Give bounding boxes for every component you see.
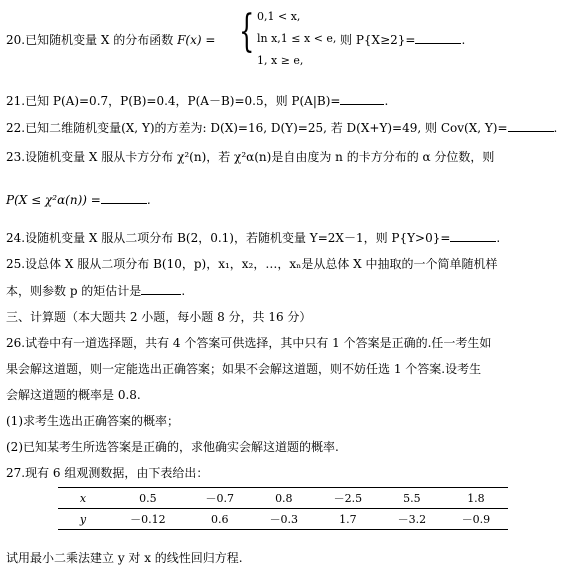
question-26-line-2: 果会解这道题，则一定能选出正确答案；如果不会解这道题，则不妨任选 1 个答案.设考生 [6, 362, 482, 376]
q23-answer-blank[interactable] [101, 192, 147, 204]
q25-end: . [181, 284, 186, 298]
q20-tail: 则 P{X≥2}= [340, 33, 416, 47]
table-cell: 0.8 [252, 488, 316, 509]
q23-text: 23.设随机变量 X 服从卡方分布 χ²(n)，若 χ²α(n)是自由度为 n 的卡方分布的 α 分位数，则 [6, 150, 495, 164]
table-cell: 5.5 [380, 488, 444, 509]
table-row-x [58, 488, 508, 509]
question-20 [6, 8, 563, 68]
question-26-sub-1: (1)求考生选出正确答案的概率； [6, 414, 179, 428]
q20-case-2: ln x,1 ≤ x < e, [257, 32, 337, 45]
table-header-x: x [58, 488, 108, 509]
question-26-line-3: 会解这道题的概率是 0.8. [6, 388, 141, 402]
table-cell: 0.5 [108, 488, 188, 509]
question-25-line-1: 25.设总体 X 服从二项分布 B(10，p)，x₁，x₂，…，xₙ是从总体 X 中抽取的一个简单随机样 [6, 257, 498, 271]
table-cell: －3.2 [380, 509, 444, 530]
q21-text: 21.已知 P(A)=0.7，P(B)=0.4，P(A－B)=0.5，则 P(A|B)= [6, 94, 341, 108]
question-26-sub-2: (2)已知某考生所选答案是正确的，求他确实会解这道题的概率. [6, 440, 339, 454]
q23-formula: P(X ≤ χ²α(n)) = [6, 193, 101, 207]
observation-table [58, 487, 508, 530]
question-26-line-1: 26.试卷中有一道选择题，共有 4 个答案可供选择，其中只有 1 个答案是正确的.任一考生如 [6, 336, 492, 350]
table-cell: －0.12 [108, 509, 188, 530]
q20-end: . [461, 33, 466, 47]
question-23-formula [6, 192, 151, 208]
q20-answer-blank[interactable] [415, 32, 461, 44]
table-cell: －0.9 [444, 509, 508, 530]
table-cell: －2.5 [316, 488, 380, 509]
question-27-intro: 27.现有 6 组观测数据，由下表给出： [6, 466, 209, 480]
question-27-outro: 试用最小二乘法建立 y 对 x 的线性回归方程. [6, 551, 243, 565]
table-header-y: y [58, 509, 108, 530]
q21-answer-blank[interactable] [340, 93, 384, 105]
q22-end: . [553, 121, 558, 135]
q25-line2: 本，则参数 p 的矩估计是 [6, 284, 142, 298]
table-cell: －0.7 [188, 488, 252, 509]
question-24 [6, 230, 500, 246]
section-3-heading: 三、计算题（本大题共 2 小题，每小题 8 分，共 16 分） [6, 310, 312, 324]
table-cell: 1.7 [316, 509, 380, 530]
table-row-y [58, 509, 508, 530]
q20-brace: { [239, 6, 255, 57]
q25-answer-blank[interactable] [141, 283, 181, 295]
table-cell: 1.8 [444, 488, 508, 509]
q20-func: F(x) = [177, 33, 216, 47]
q24-text: 24.设随机变量 X 服从二项分布 B(2，0.1)，若随机变量 Y=2X－1，则 P{Y>0}= [6, 231, 451, 245]
question-25-line-2 [6, 283, 185, 299]
question-22 [6, 120, 557, 136]
question-23 [6, 149, 494, 165]
q24-end: . [496, 231, 501, 245]
q22-text: 22.已知二维随机变量(X, Y)的方差为: D(X)=16, D(Y)=25, 若 D(X+Y)=49, 则 Cov(X, Y)= [6, 121, 508, 135]
question-21 [6, 93, 388, 109]
q20-case-3: 1, x ≥ e, [257, 54, 304, 67]
table-cell: －0.3 [252, 509, 316, 530]
table-cell: 0.6 [188, 509, 252, 530]
q24-answer-blank[interactable] [450, 230, 496, 242]
q23-end: . [146, 193, 151, 207]
q21-end: . [384, 94, 389, 108]
q20-case-1: 0,1 < x, [257, 10, 301, 23]
q22-answer-blank[interactable] [508, 120, 554, 132]
q20-lead: 20.已知随机变量 X 的分布函数 [6, 33, 178, 47]
